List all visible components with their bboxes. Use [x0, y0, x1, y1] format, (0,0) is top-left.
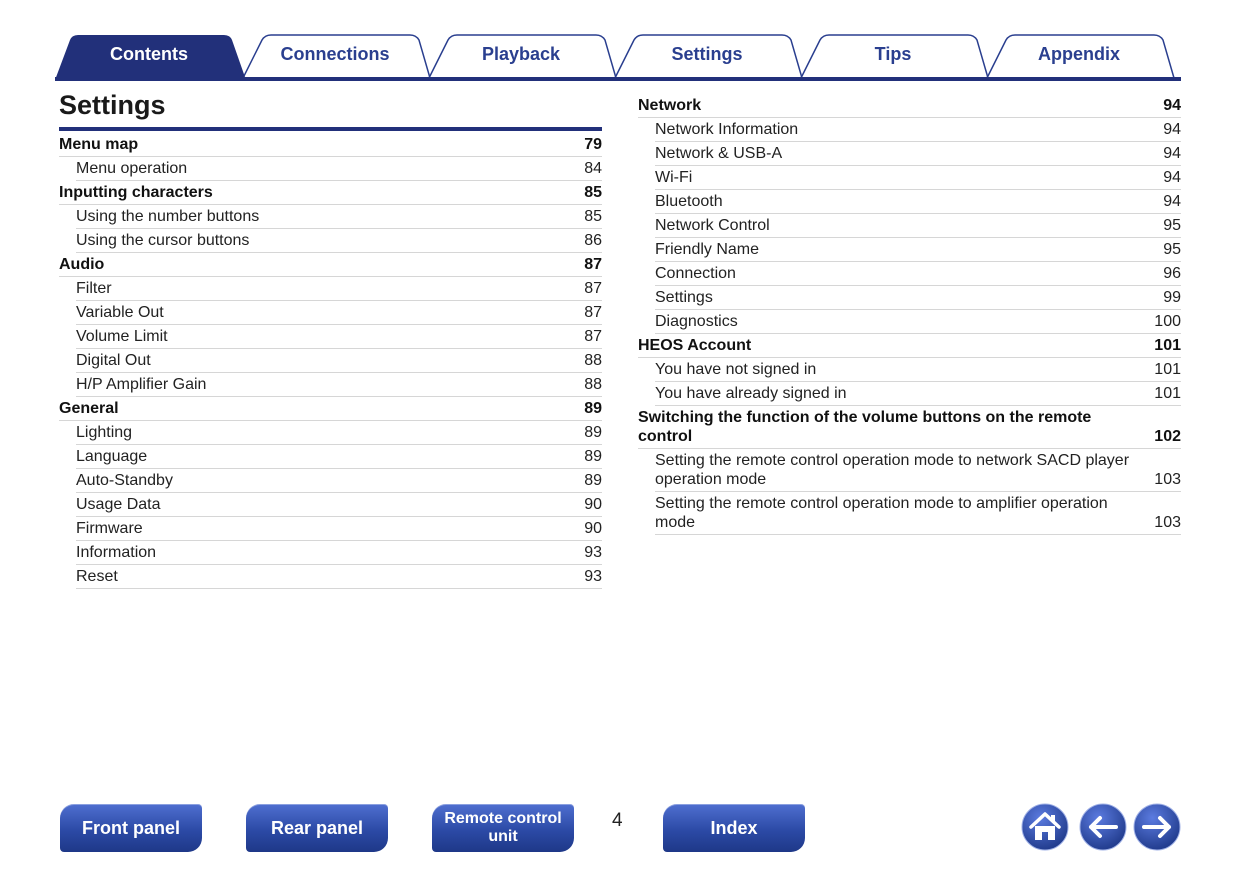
toc-subsection-link[interactable]	[76, 157, 602, 181]
toc-subsection-link[interactable]	[655, 286, 1181, 310]
toc-subsection-link[interactable]	[655, 358, 1181, 382]
toc-entry-page: 89	[584, 400, 602, 417]
toc-subsection-link[interactable]	[76, 541, 602, 565]
tab-shapes	[0, 0, 1240, 82]
toc-entry-page: 94	[1163, 97, 1181, 114]
page-number: 4	[612, 810, 623, 831]
index-label: Index	[710, 817, 758, 838]
remote-control-label-line1: Remote control	[444, 810, 562, 827]
toc-entry-page: 93	[584, 544, 602, 561]
toc-entry-page: 99	[1163, 289, 1181, 306]
toc-entry-title: Setting the remote control operation mode to amplifier operation mode	[655, 495, 1108, 531]
page-title: Settings	[59, 90, 166, 120]
tab-playback[interactable]: Playback	[481, 44, 561, 64]
toc-entry-page: 84	[584, 160, 602, 177]
toc-right-column	[638, 94, 1181, 535]
toc-entry-page: 89	[584, 424, 602, 441]
toc-entry-title: Wi-Fi	[655, 169, 693, 186]
toc-subsection-link[interactable]	[655, 166, 1181, 190]
toc-entry-title: Diagnostics	[655, 313, 738, 330]
index-button[interactable]	[663, 804, 805, 852]
toc-subsection-link[interactable]	[655, 449, 1181, 492]
toc-entry-title: Bluetooth	[655, 193, 723, 210]
toc-entry-page: 101	[1154, 337, 1181, 354]
toc-entry-title: Connection	[655, 265, 736, 282]
toc-subsection-link[interactable]	[76, 325, 602, 349]
remote-control-label-line2: unit	[488, 828, 518, 845]
toc-entry-page: 89	[584, 448, 602, 465]
toc-entry-title: Using the cursor buttons	[76, 232, 250, 249]
toc-entry-page: 87	[584, 328, 602, 345]
toc-entry-title: Friendly Name	[655, 241, 760, 258]
toc-entry-page: 94	[1163, 121, 1181, 138]
toc-entry-title: Usage Data	[76, 496, 161, 513]
toc-entry-page: 85	[584, 208, 602, 225]
arrow-right-icon	[1133, 803, 1181, 851]
tab-settings[interactable]: Settings	[671, 44, 743, 64]
toc-subsection-link[interactable]	[655, 310, 1181, 334]
toc-entry-title: Using the number buttons	[76, 208, 260, 225]
toc-section-link[interactable]	[59, 181, 602, 205]
toc-subsection-link[interactable]	[76, 349, 602, 373]
forward-button[interactable]	[1133, 803, 1181, 851]
toc-entry-page: 102	[1154, 428, 1181, 445]
toc-entry-title: Audio	[59, 256, 105, 273]
front-panel-button[interactable]	[60, 804, 202, 852]
toc-entry-page: 94	[1163, 169, 1181, 186]
toc-entry-title: H/P Amplifier Gain	[76, 376, 207, 393]
toc-entry-page: 90	[584, 496, 602, 513]
toc-entry-title: Settings	[655, 289, 713, 306]
toc-entry-page: 96	[1163, 265, 1181, 282]
toc-entry-title: Network Control	[655, 217, 770, 234]
toc-section-link[interactable]	[59, 397, 602, 421]
toc-entry-page: 85	[584, 184, 602, 201]
tab-bar	[0, 0, 1240, 82]
toc-entry-title: Setting the remote control operation mode to network SACD player operation mode	[655, 452, 1130, 488]
toc-entry-title: You have already signed in	[655, 385, 847, 402]
toc-subsection-link[interactable]	[76, 373, 602, 397]
back-button[interactable]	[1079, 803, 1127, 851]
toc-entry-page: 103	[1154, 514, 1181, 531]
toc-subsection-link[interactable]	[655, 118, 1181, 142]
toc-subsection-link[interactable]	[655, 142, 1181, 166]
tab-connections[interactable]: Connections	[280, 44, 390, 64]
arrow-left-icon	[1079, 803, 1127, 851]
toc-entry-page: 103	[1154, 471, 1181, 488]
toc-entry-page: 101	[1154, 385, 1181, 402]
toc-entry-title: Language	[76, 448, 148, 465]
toc-entry-title: Digital Out	[76, 352, 151, 369]
home-icon	[1021, 803, 1069, 851]
toc-entry-title: Inputting characters	[59, 184, 213, 201]
toc-subsection-link[interactable]	[76, 469, 602, 493]
toc-subsection-link[interactable]	[76, 421, 602, 445]
toc-entry-title: Switching the function of the volume buttons on the remote control	[638, 409, 1092, 445]
toc-entry-title: Network & USB-A	[655, 145, 783, 162]
toc-entry-page: 87	[584, 304, 602, 321]
toc-section-link[interactable]	[59, 253, 602, 277]
tab-baseline	[55, 77, 1181, 81]
toc-subsection-link[interactable]	[76, 517, 602, 541]
toc-subsection-link[interactable]	[76, 565, 602, 589]
toc-entry-title: Firmware	[76, 520, 143, 537]
toc-entry-title: Reset	[76, 568, 118, 585]
toc-subsection-link[interactable]	[655, 190, 1181, 214]
toc-entry-page: 100	[1154, 313, 1181, 330]
toc-subsection-link[interactable]	[655, 382, 1181, 406]
toc-section-link[interactable]	[59, 133, 602, 157]
toc-entry-page: 88	[584, 352, 602, 369]
rear-panel-button[interactable]	[246, 804, 388, 852]
toc-entry-title: Variable Out	[76, 304, 164, 321]
tab-contents[interactable]: Contents	[110, 44, 188, 64]
toc-entry-page: 87	[584, 280, 602, 297]
toc-section-link[interactable]	[638, 334, 1181, 358]
toc-entry-title: Network Information	[655, 121, 799, 138]
toc-subsection-link[interactable]	[655, 262, 1181, 286]
toc-entry-title: Lighting	[76, 424, 133, 441]
toc-entry-page: 89	[584, 472, 602, 489]
toc-subsection-link[interactable]	[76, 301, 602, 325]
toc-subsection-link[interactable]	[76, 229, 602, 253]
toc-entry-page: 95	[1163, 217, 1181, 234]
toc-entry-page: 88	[584, 376, 602, 393]
toc-entry-page: 101	[1154, 361, 1181, 378]
toc-entry-title: Network	[638, 97, 702, 114]
toc-entry-page: 86	[584, 232, 602, 249]
front-panel-label: Front panel	[82, 817, 180, 838]
toc-subsection-link[interactable]	[655, 492, 1181, 535]
toc-entry-page: 94	[1163, 193, 1181, 210]
toc-subsection-link[interactable]	[76, 277, 602, 301]
toc-entry-title: Auto-Standby	[76, 472, 173, 489]
toc-entry-page: 95	[1163, 241, 1181, 258]
toc-subsection-link[interactable]	[76, 445, 602, 469]
title-rule	[59, 127, 602, 131]
remote-control-unit-button[interactable]	[432, 804, 574, 852]
toc-subsection-link[interactable]	[655, 214, 1181, 238]
toc-entry-title: General	[59, 400, 119, 417]
toc-entry-title: Menu operation	[76, 160, 188, 177]
toc-subsection-link[interactable]	[76, 205, 602, 229]
toc-entry-title: Menu map	[59, 136, 139, 153]
home-button[interactable]	[1021, 803, 1069, 851]
toc-entry-title: HEOS Account	[638, 337, 752, 354]
toc-subsection-link[interactable]	[655, 238, 1181, 262]
toc-entry-page: 79	[584, 136, 602, 153]
toc-subsection-link[interactable]	[76, 493, 602, 517]
toc-entry-page: 93	[584, 568, 602, 585]
rear-panel-label: Rear panel	[270, 817, 364, 838]
toc-entry-title: Filter	[76, 280, 112, 297]
tab-appendix[interactable]: Appendix	[1037, 44, 1120, 64]
toc-entry-title: Information	[76, 544, 157, 561]
toc-entry-page: 87	[584, 256, 602, 273]
toc-section-link[interactable]	[638, 94, 1181, 118]
toc-left-column	[59, 133, 602, 589]
toc-entry-page: 94	[1163, 145, 1181, 162]
toc-section-link[interactable]	[638, 406, 1181, 449]
toc-entry-title: You have not signed in	[655, 361, 817, 378]
tab-tips[interactable]: Tips	[874, 44, 912, 64]
toc-entry-title: Volume Limit	[76, 328, 168, 345]
toc-entry-page: 90	[584, 520, 602, 537]
